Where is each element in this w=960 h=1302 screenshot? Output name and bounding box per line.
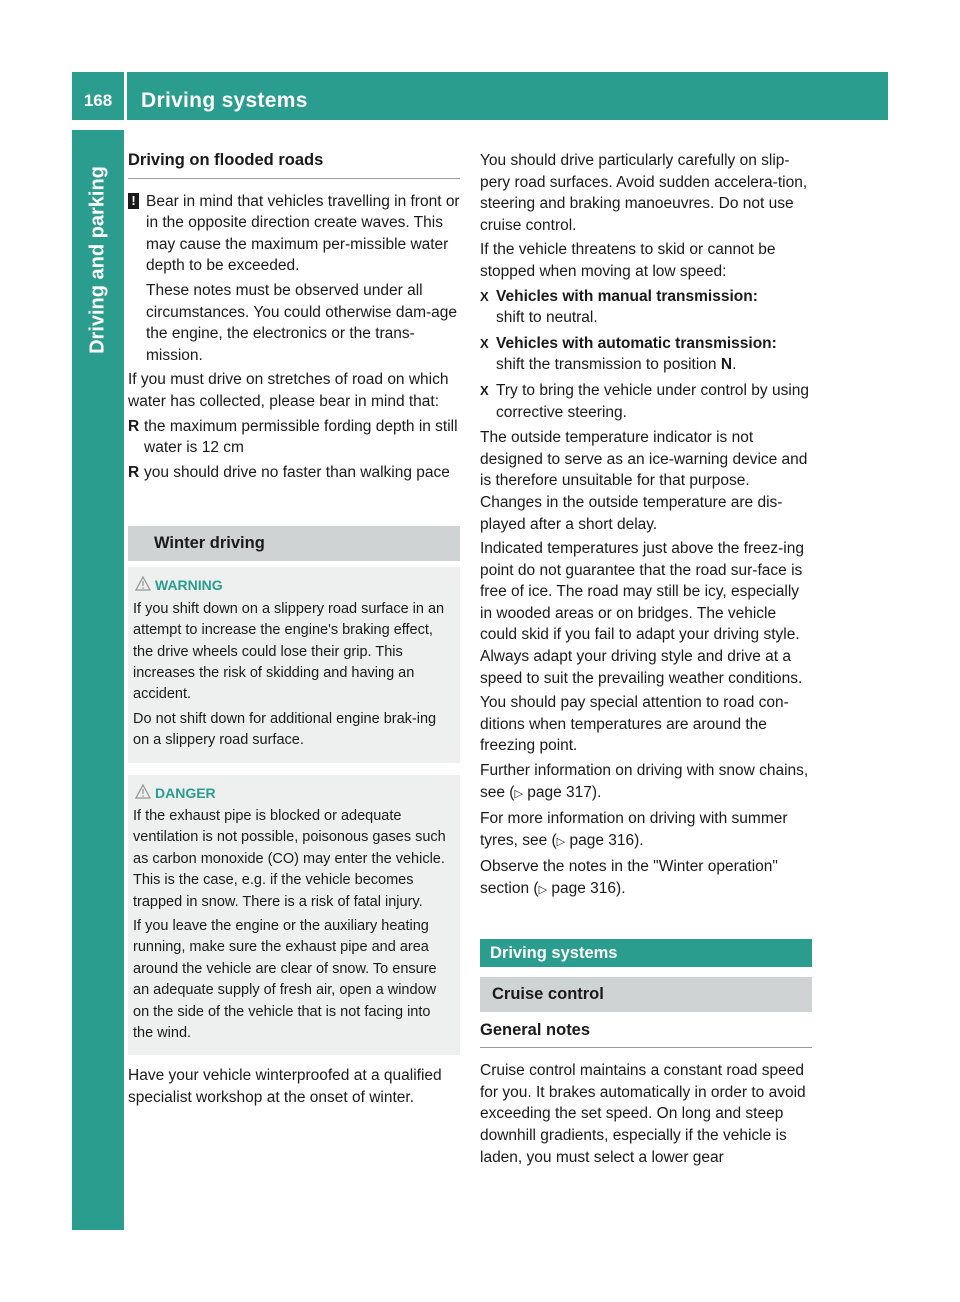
text: Further information on driving with snow chains, see ( xyxy=(480,762,809,801)
list-item xyxy=(128,416,460,459)
transmission-position: N xyxy=(720,356,733,374)
note-paragraph: These notes must be observed under all circumstances. You could otherwise dam-age the engine, the electronics or the trans-mission. xyxy=(146,281,458,364)
text: ). xyxy=(616,880,626,897)
danger-paragraph: If the exhaust pipe is blocked or adequate ventilation is not possible, poisonous gases such as carbon monoxide (CO) may enter the vehicle. This is the case, e.g. if the vehicle becomes trapped in snow. There is a risk of fatal injury. xyxy=(133,807,446,910)
paragraph: Indicated temperatures just above the freez-ing point do not guarantee that the road sur-face is free of ice. The road may still be icy, especially in wooded areas or on bridges. The vehicle could skid if you fail to adapt your driving style. Always adapt your driving style and drive at a speed to suit the prevailing weather conditions. xyxy=(480,540,804,687)
note-block xyxy=(128,191,460,367)
page-title: Driving systems xyxy=(141,89,308,112)
step-text: shift the transmission to position xyxy=(496,356,717,374)
page-ref-arrow-icon: ▷ xyxy=(538,884,548,896)
side-tab-label: Driving and parking xyxy=(86,166,109,354)
paragraph: If the vehicle threatens to skid or cannot be stopped when moving at low speed: xyxy=(480,241,776,280)
section-heading-driving-systems: Driving systems xyxy=(480,939,812,967)
list-item-text: you should drive no faster than walking pace xyxy=(144,463,450,481)
paragraph: You should drive particularly carefully on slip-pery road surfaces. Avoid sudden accelera-tion, steering and braking manoeuvres. Do not use cruise control. xyxy=(480,152,808,234)
page-reference-link[interactable]: page 316 xyxy=(569,831,635,849)
step-text: shift to neutral. xyxy=(496,309,598,327)
danger-title xyxy=(133,783,454,804)
warning-paragraph: Do not shift down for additional engine brak-ing on a slippery road surface. xyxy=(133,710,437,749)
bullet-marker: R xyxy=(128,417,140,435)
warning-paragraph: If you shift down on a slippery road surface in an attempt to increase the engine's braking effect, the drive wheels could lose their grip. This increases the risk of skidding and having an accident. xyxy=(133,600,445,703)
header-divider xyxy=(124,72,127,120)
instruction-step xyxy=(480,286,812,329)
page-ref-arrow-icon: ▷ xyxy=(514,787,523,800)
page-reference-link[interactable]: page 316 xyxy=(551,880,617,897)
danger-box xyxy=(128,775,460,1056)
paragraph xyxy=(480,808,812,853)
step-arrow-icon: X xyxy=(480,382,489,398)
warning-triangle-icon xyxy=(135,576,151,591)
note-paragraph: Bear in mind that vehicles travelling in front or in the opposite direction create waves. This may cause the maximum per-missible water depth to be exceeded. xyxy=(146,192,460,275)
section-heading-cruise-control: Cruise control xyxy=(480,977,812,1012)
text: Observe the notes in the "Winter operation" section ( xyxy=(480,858,778,897)
step-heading: Vehicles with automatic transmission: xyxy=(496,334,777,352)
paragraph xyxy=(480,760,812,805)
step-arrow-icon: X xyxy=(480,288,489,304)
section-title-flooded-roads: Driving on flooded roads xyxy=(128,150,460,179)
text: ). xyxy=(591,783,602,801)
warning-box xyxy=(128,567,460,762)
page-number: 168 xyxy=(83,91,113,110)
paragraph: The outside temperature indicator is not designed to serve as an ice-warning device and is therefore unsuitable for that purpose. Changes in the outside temperature are dis-played after a short delay. xyxy=(480,429,808,533)
danger-paragraph: If you leave the engine or the auxiliary heating running, make sure the exhaust pipe and area around the vehicle are clear of snow. To ensure an adequate supply of fresh air, open a window on the side of the vehicle that is not facing into the wind. xyxy=(133,918,437,1042)
section-heading-winter-driving: Winter driving xyxy=(128,526,460,561)
paragraph xyxy=(480,856,812,901)
step-text: Try to bring the vehicle under control by using corrective steering. xyxy=(496,381,810,421)
step-text-end: . xyxy=(732,356,737,374)
bullet-marker: R xyxy=(128,463,140,481)
text: For more information on driving with summer tyres, see ( xyxy=(480,810,788,849)
warning-label: WARNING xyxy=(155,577,223,594)
instruction-step xyxy=(480,380,812,423)
exclamation-icon: ! xyxy=(128,193,139,209)
paragraph: You should pay special attention to road con-ditions when temperatures are around the freezing point. xyxy=(480,694,789,755)
subsection-title-general-notes: General notes xyxy=(480,1020,812,1049)
warning-title xyxy=(133,575,454,596)
list-item-text: the maximum permissible fording depth in still water is 12 cm xyxy=(144,417,458,457)
instruction-step xyxy=(480,333,812,376)
danger-label: DANGER xyxy=(155,784,216,801)
text: ). xyxy=(634,831,644,849)
page-reference-link[interactable]: page 317 xyxy=(527,783,592,801)
warning-triangle-icon xyxy=(135,784,151,799)
paragraph: Cruise control maintains a constant road speed for you. It brakes automatically in order to avoid exceeding the set speed. On long and steep downhill gradients, especially if the vehicle is laden, you must select a lower gear xyxy=(480,1062,806,1166)
step-arrow-icon: X xyxy=(480,335,489,351)
right-column xyxy=(480,150,812,1171)
paragraph: If you must drive on stretches of road on which water has collected, please bear in mind that: xyxy=(128,371,449,410)
list-item xyxy=(128,462,460,484)
left-column xyxy=(128,150,460,1112)
page-ref-arrow-icon: ▷ xyxy=(556,835,566,848)
paragraph: Have your vehicle winterproofed at a qualified specialist workshop at the onset of winter. xyxy=(128,1067,442,1107)
step-heading: Vehicles with manual transmission: xyxy=(496,287,758,305)
